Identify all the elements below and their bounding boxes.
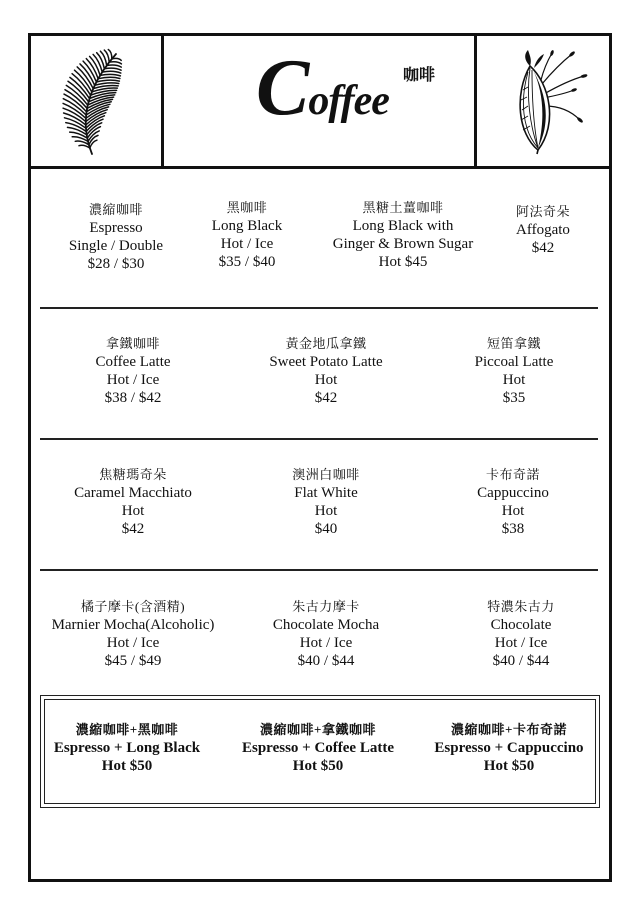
menu-item (431, 598, 611, 670)
item-serving: Hot / Ice (494, 635, 548, 651)
combo-price: $50 (511, 758, 535, 774)
item-name-zh: 黑咖啡 (226, 200, 268, 215)
combo-item (37, 721, 217, 775)
menu-title-zh: 咖啡 (403, 67, 436, 84)
item-name-en: Chocolate Mocha (272, 617, 380, 633)
combo-serving: Hot (483, 758, 508, 774)
item-serving: Hot / Ice (220, 236, 274, 252)
item-name-zh: 橘子摩卡(含酒精) (80, 599, 186, 614)
header-divider-left (161, 33, 164, 167)
menu-item (236, 598, 416, 670)
combo-name-zh: 濃縮咖啡+黑咖啡 (75, 722, 179, 737)
palm-leaf-icon (62, 50, 152, 160)
combo-serving: Hot (101, 758, 126, 774)
row-divider (40, 307, 598, 309)
leaflet (112, 58, 121, 60)
item-price: $42 (121, 521, 145, 537)
header-divider-right (474, 33, 477, 167)
menu-item (236, 466, 416, 538)
item-name-en: Piccoal Latte (474, 354, 554, 370)
combo-price: $50 (320, 758, 344, 774)
leaflet (98, 77, 120, 78)
combo-item (419, 721, 599, 775)
combo-name-zh: 濃縮咖啡+卡布奇諾 (451, 722, 567, 737)
menu-item (157, 199, 337, 271)
item-name-zh: 短笛拿鐵 (486, 336, 541, 351)
leaflet (89, 95, 115, 102)
item-serving: Hot / Ice (299, 635, 353, 651)
combo-serving: Hot (292, 758, 317, 774)
leaflet (75, 141, 89, 145)
item-name-en: Marnier Mocha(Alcoholic) (51, 617, 215, 633)
item-price: $35 / $40 (218, 254, 276, 270)
item-name-en: Coffee Latte (95, 354, 171, 370)
item-name-en: Affogato (516, 222, 570, 238)
item-price: $38 (501, 521, 525, 537)
item-name-en: Cappuccino (477, 485, 549, 501)
item-name-zh: 特濃朱古力 (487, 599, 555, 614)
item-name-zh: 焦糖瑪奇朵 (99, 467, 167, 482)
item-serving: Hot / Ice (106, 372, 160, 388)
combo-name-en: Espresso + Coffee Latte (242, 740, 394, 756)
item-serving: Hot (314, 372, 338, 388)
item-serving: Hot (314, 503, 338, 519)
item-name-zh: 澳洲白咖啡 (292, 467, 360, 482)
item-price: $45 / $49 (104, 653, 162, 669)
item-name-zh: 黑糖土薑咖啡 (362, 200, 444, 215)
item-price: $42 (531, 240, 555, 256)
item-name-zh: 黃金地瓜拿鐵 (285, 336, 367, 351)
item-price: $42 (314, 390, 338, 406)
leaflet (107, 65, 122, 67)
item-name-en: Chocolate (490, 617, 552, 633)
item-price: $40 / $44 (492, 653, 550, 669)
item-name-zh: 阿法奇朵 (515, 204, 570, 219)
item-price: $40 / $44 (297, 653, 355, 669)
item-serving: Hot (378, 254, 402, 270)
item-name-en: Long Black with (352, 218, 454, 234)
item-name-zh: 拿鐵咖啡 (105, 336, 160, 351)
row-divider (40, 569, 598, 571)
item-name-zh: 朱古力摩卡 (292, 599, 360, 614)
leaflet (102, 71, 121, 73)
combo-name-zh: 濃縮咖啡+拿鐵咖啡 (260, 722, 376, 737)
combo-price: $50 (129, 758, 153, 774)
item-price: $45 (404, 254, 428, 270)
coffee-plant-icon (508, 50, 592, 154)
row-divider (40, 438, 598, 440)
item-price: $38 / $42 (104, 390, 162, 406)
item-name-en: Ginger & Brown Sugar (332, 236, 474, 252)
menu-item (423, 466, 603, 538)
item-name-en: Sweet Potato Latte (269, 354, 383, 370)
menu-item (424, 335, 604, 407)
combo-serving-price (37, 757, 217, 775)
menu-title: Coffee (256, 44, 389, 132)
leaflet (104, 68, 121, 70)
item-price: $28 / $30 (87, 256, 145, 272)
item-name-zh: 濃縮咖啡 (88, 202, 143, 217)
leaflet (109, 62, 121, 64)
item-price: $40 (314, 521, 338, 537)
leaflet (86, 59, 98, 79)
menu-item (453, 203, 633, 257)
combo-item (228, 721, 408, 775)
menu-item (43, 335, 223, 407)
item-serving: Hot (501, 503, 525, 519)
item-serving: Hot / Ice (106, 635, 160, 651)
leaflet (96, 80, 119, 82)
item-price: $35 (502, 390, 526, 406)
combo-name-en: Espresso + Cappuccino (434, 740, 584, 756)
leaflet (100, 74, 120, 76)
combo-name-en: Espresso + Long Black (53, 740, 201, 756)
menu-item (43, 466, 223, 538)
menu-item (236, 335, 416, 407)
item-serving: Hot (502, 372, 526, 388)
item-name-en: Long Black (211, 218, 283, 234)
item-name-en: Espresso (89, 220, 143, 236)
header-divider (28, 166, 612, 169)
item-serving: Hot (121, 503, 145, 519)
combo-serving-price (228, 757, 408, 775)
combo-serving-price (419, 757, 599, 775)
item-name-en: Caramel Macchiato (74, 485, 192, 501)
item-name-en: Flat White (294, 485, 358, 501)
menu-item (43, 598, 223, 670)
item-name-zh: 卡布奇諾 (485, 467, 540, 482)
item-serving: Single / Double (68, 238, 164, 254)
